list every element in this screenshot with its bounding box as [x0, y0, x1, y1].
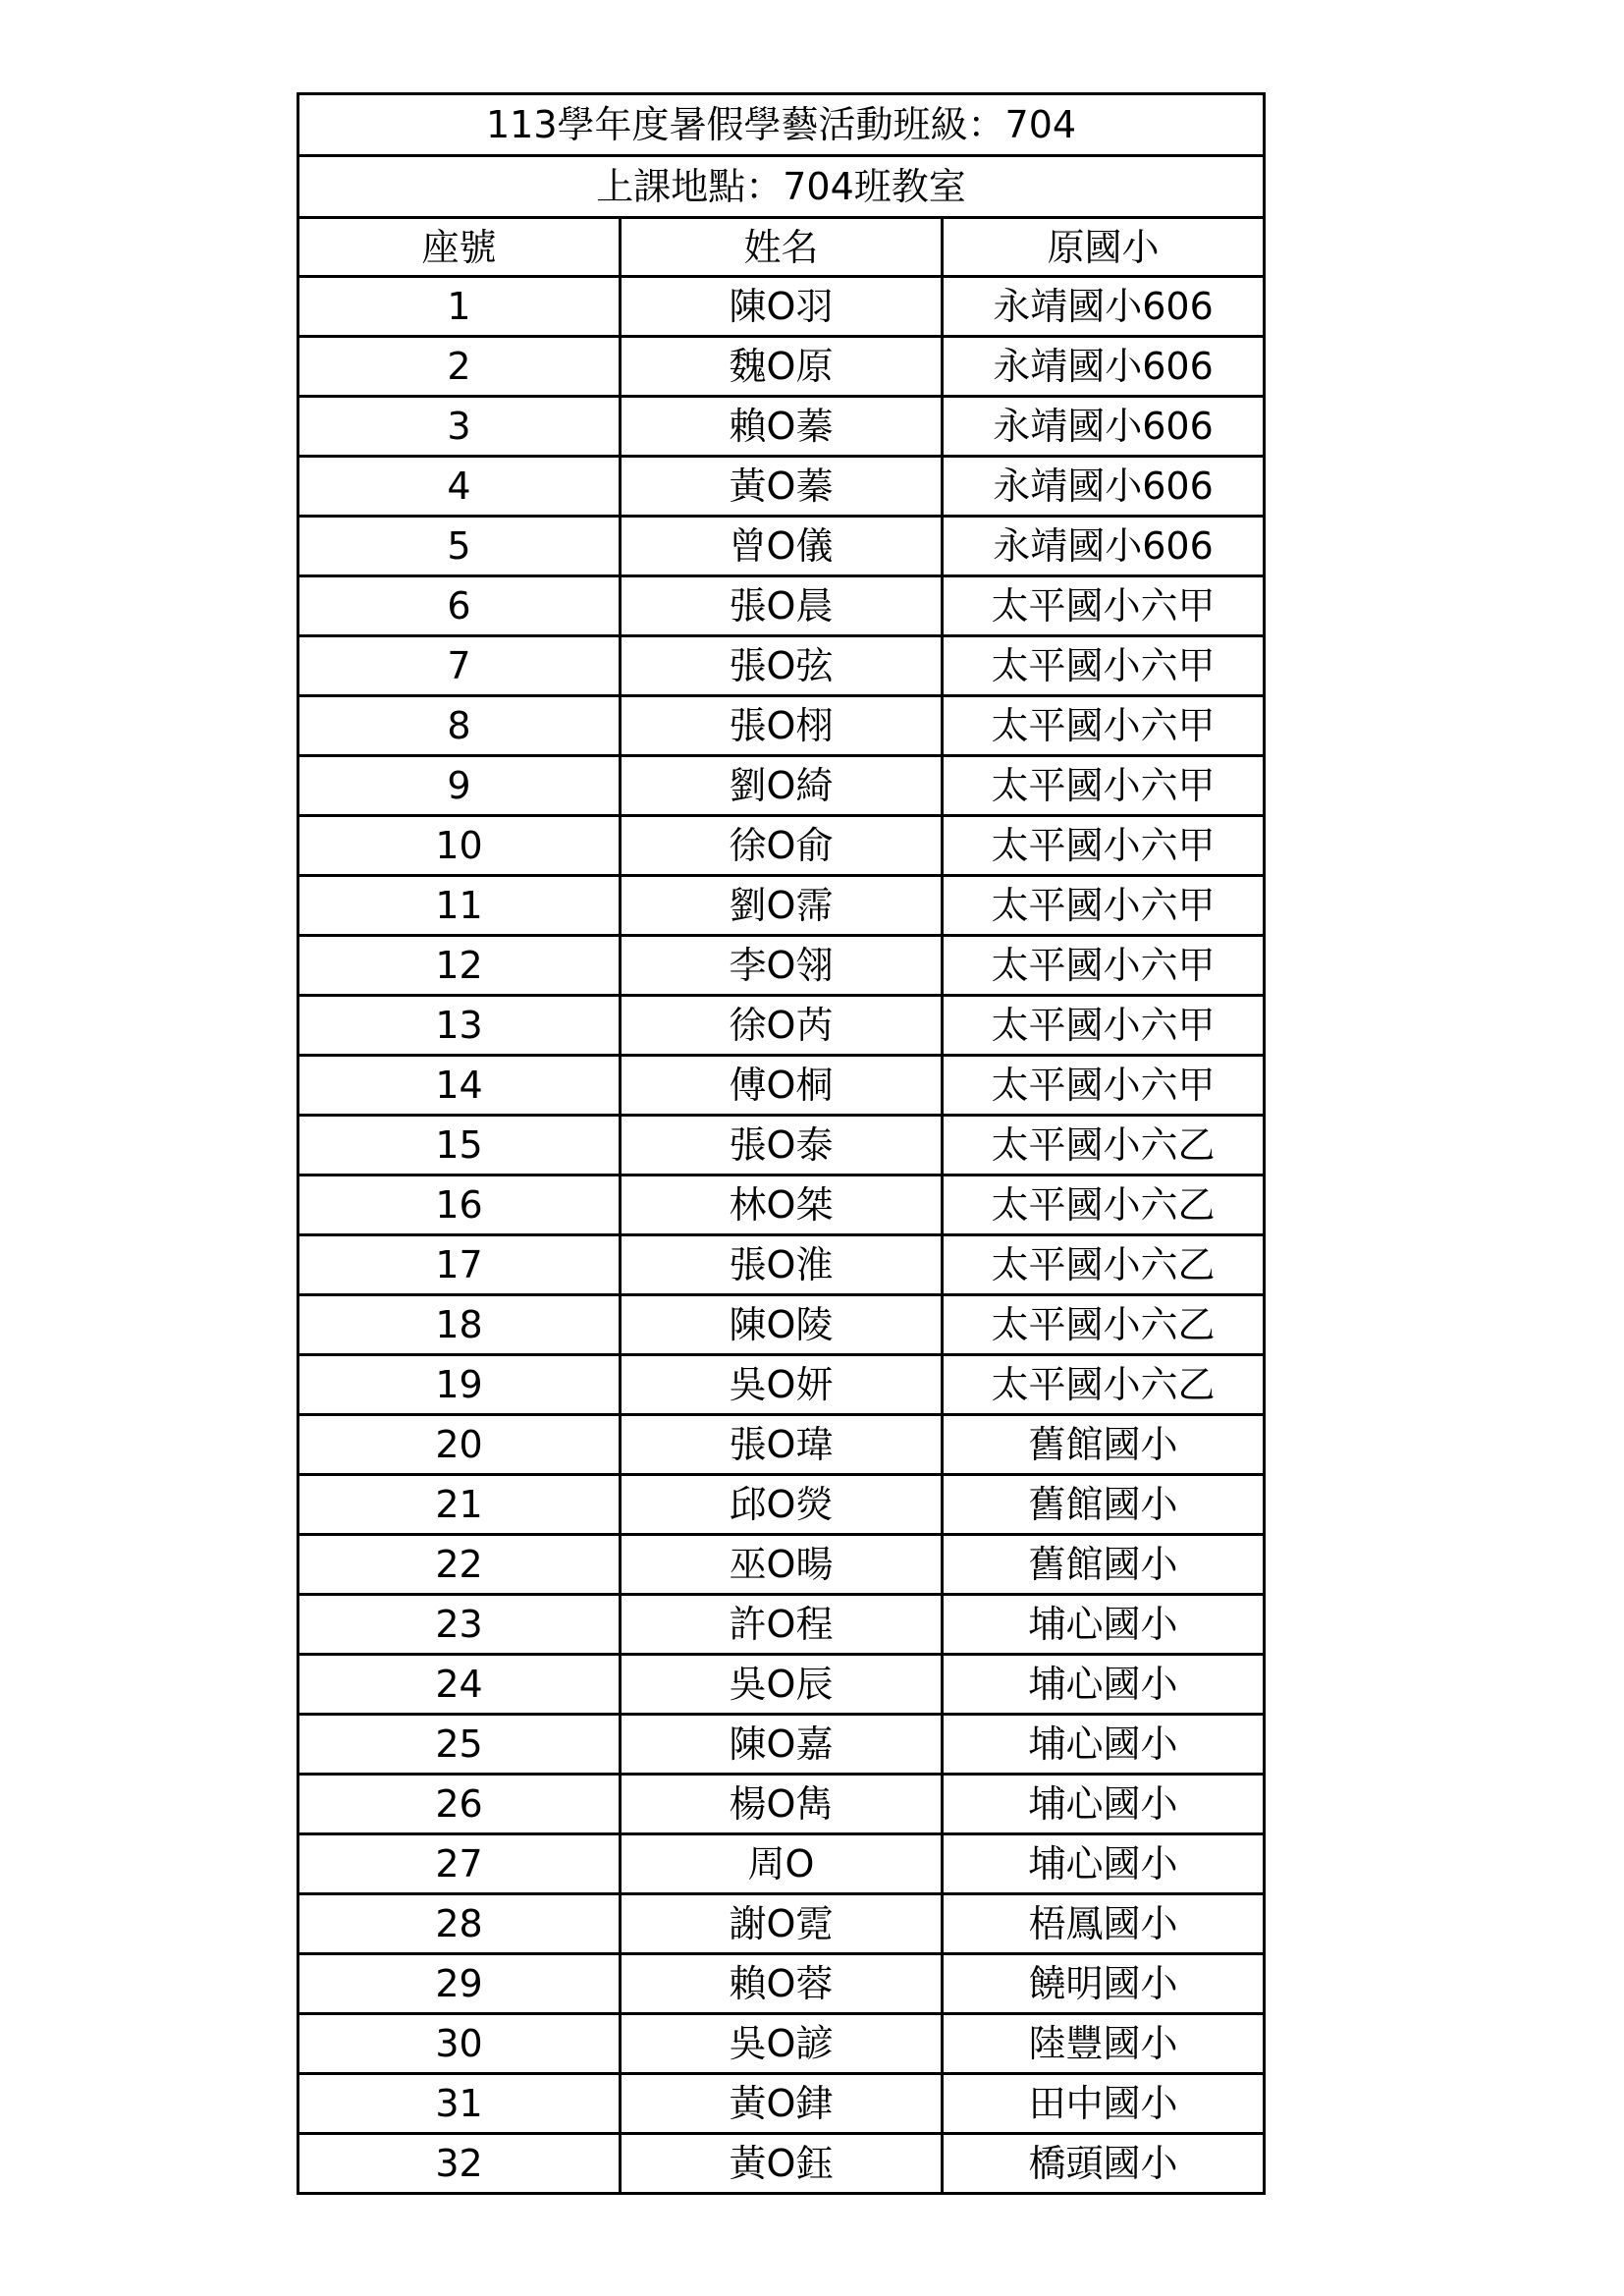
table-row: [298, 1056, 1265, 1116]
original-school-cell: 埔心國小: [943, 1834, 1265, 1894]
student-name-cell: 周O: [621, 1834, 943, 1894]
seat-number-cell: 23: [298, 1595, 621, 1655]
original-school-cell: 埔心國小: [943, 1775, 1265, 1834]
student-name-cell: 賴O蓉: [621, 1954, 943, 2014]
table-row: [298, 2014, 1265, 2074]
original-school-cell: 太平國小六乙: [943, 1116, 1265, 1175]
original-school-cell: 太平國小六甲: [943, 936, 1265, 996]
student-name-cell: 黃O鈺: [621, 2134, 943, 2194]
original-school-cell: 埔心國小: [943, 1595, 1265, 1655]
column-header-school: 原國小: [943, 218, 1265, 277]
table-row: [298, 1715, 1265, 1775]
table-row: [298, 876, 1265, 936]
seat-number-cell: 1: [298, 277, 621, 337]
student-name-cell: 張O泰: [621, 1116, 943, 1175]
original-school-cell: 太平國小六乙: [943, 1175, 1265, 1235]
original-school-cell: 太平國小六甲: [943, 756, 1265, 816]
table-row: [298, 936, 1265, 996]
original-school-cell: 舊館國小: [943, 1535, 1265, 1595]
seat-number-cell: 22: [298, 1535, 621, 1595]
table-title: 113學年度暑假學藝活動班級：704: [298, 94, 1265, 156]
student-name-cell: 張O淮: [621, 1235, 943, 1295]
table-row: [298, 1775, 1265, 1834]
student-name-cell: 張O栩: [621, 696, 943, 756]
student-name-cell: 巫O暘: [621, 1535, 943, 1595]
original-school-cell: 永靖國小606: [943, 517, 1265, 576]
original-school-cell: 埔心國小: [943, 1655, 1265, 1715]
seat-number-cell: 5: [298, 517, 621, 576]
table-row: [298, 277, 1265, 337]
student-name-cell: 劉O綺: [621, 756, 943, 816]
table-row: [298, 397, 1265, 457]
table-row: [298, 636, 1265, 696]
table-row: [298, 1475, 1265, 1535]
original-school-cell: 陸豐國小: [943, 2014, 1265, 2074]
table-row: [298, 1235, 1265, 1295]
table-row: [298, 2134, 1265, 2194]
table-row: [298, 457, 1265, 517]
table-row: [298, 517, 1265, 576]
seat-number-cell: 27: [298, 1834, 621, 1894]
seat-number-cell: 28: [298, 1894, 621, 1954]
table-row: [298, 1655, 1265, 1715]
original-school-cell: 舊館國小: [943, 1475, 1265, 1535]
original-school-cell: 永靖國小606: [943, 457, 1265, 517]
seat-number-cell: 29: [298, 1954, 621, 2014]
student-name-cell: 傅O桐: [621, 1056, 943, 1116]
seat-number-cell: 20: [298, 1415, 621, 1475]
table-row: [298, 1175, 1265, 1235]
student-name-cell: 吳O諺: [621, 2014, 943, 2074]
table-row: [298, 696, 1265, 756]
seat-number-cell: 17: [298, 1235, 621, 1295]
table-row: [298, 1894, 1265, 1954]
seat-number-cell: 15: [298, 1116, 621, 1175]
seat-number-cell: 14: [298, 1056, 621, 1116]
original-school-cell: 太平國小六甲: [943, 576, 1265, 636]
original-school-cell: 太平國小六乙: [943, 1295, 1265, 1355]
student-name-cell: 陳O嘉: [621, 1715, 943, 1775]
original-school-cell: 田中國小: [943, 2074, 1265, 2134]
table-row: [298, 996, 1265, 1056]
original-school-cell: 太平國小六甲: [943, 636, 1265, 696]
seat-number-cell: 16: [298, 1175, 621, 1235]
original-school-cell: 舊館國小: [943, 1415, 1265, 1475]
seat-number-cell: 9: [298, 756, 621, 816]
seat-number-cell: 21: [298, 1475, 621, 1535]
student-name-cell: 魏O原: [621, 337, 943, 397]
table-row: [298, 1295, 1265, 1355]
seat-number-cell: 6: [298, 576, 621, 636]
original-school-cell: 太平國小六甲: [943, 876, 1265, 936]
original-school-cell: 太平國小六甲: [943, 816, 1265, 876]
class-roster-table: [297, 92, 1266, 2195]
student-name-cell: 謝O霓: [621, 1894, 943, 1954]
table-row: [298, 1415, 1265, 1475]
original-school-cell: 永靖國小606: [943, 397, 1265, 457]
table-row: [298, 1834, 1265, 1894]
seat-number-cell: 32: [298, 2134, 621, 2194]
student-name-cell: 黃O蓁: [621, 457, 943, 517]
student-name-cell: 陳O陵: [621, 1295, 943, 1355]
column-header-seat: 座號: [298, 218, 621, 277]
seat-number-cell: 11: [298, 876, 621, 936]
original-school-cell: 橋頭國小: [943, 2134, 1265, 2194]
seat-number-cell: 24: [298, 1655, 621, 1715]
student-name-cell: 吳O妍: [621, 1355, 943, 1415]
roster-body: [298, 277, 1265, 2194]
original-school-cell: 饒明國小: [943, 1954, 1265, 2014]
seat-number-cell: 19: [298, 1355, 621, 1415]
table-row: [298, 1355, 1265, 1415]
student-name-cell: 張O弦: [621, 636, 943, 696]
student-name-cell: 徐O俞: [621, 816, 943, 876]
table-row: [298, 337, 1265, 397]
student-name-cell: 張O晨: [621, 576, 943, 636]
seat-number-cell: 3: [298, 397, 621, 457]
seat-number-cell: 18: [298, 1295, 621, 1355]
seat-number-cell: 26: [298, 1775, 621, 1834]
table-row: [298, 816, 1265, 876]
student-name-cell: 張O瑋: [621, 1415, 943, 1475]
table-row: [298, 1954, 1265, 2014]
table-row: [298, 1116, 1265, 1175]
seat-number-cell: 13: [298, 996, 621, 1056]
student-name-cell: 楊O雋: [621, 1775, 943, 1834]
table-row: [298, 576, 1265, 636]
seat-number-cell: 7: [298, 636, 621, 696]
student-name-cell: 黃O銉: [621, 2074, 943, 2134]
student-name-cell: 吳O辰: [621, 1655, 943, 1715]
original-school-cell: 永靖國小606: [943, 337, 1265, 397]
student-name-cell: 曾O儀: [621, 517, 943, 576]
student-name-cell: 徐O芮: [621, 996, 943, 1056]
student-name-cell: 邱O熒: [621, 1475, 943, 1535]
seat-number-cell: 10: [298, 816, 621, 876]
original-school-cell: 太平國小六乙: [943, 1235, 1265, 1295]
seat-number-cell: 4: [298, 457, 621, 517]
student-name-cell: 劉O霈: [621, 876, 943, 936]
column-header-name: 姓名: [621, 218, 943, 277]
seat-number-cell: 2: [298, 337, 621, 397]
table-row: [298, 2074, 1265, 2134]
table-row: [298, 1535, 1265, 1595]
seat-number-cell: 8: [298, 696, 621, 756]
seat-number-cell: 30: [298, 2014, 621, 2074]
seat-number-cell: 12: [298, 936, 621, 996]
student-name-cell: 林O桀: [621, 1175, 943, 1235]
table-row: [298, 756, 1265, 816]
original-school-cell: 太平國小六甲: [943, 696, 1265, 756]
original-school-cell: 太平國小六甲: [943, 1056, 1265, 1116]
student-name-cell: 李O翎: [621, 936, 943, 996]
class-location: 上課地點：704班教室: [298, 156, 1265, 218]
original-school-cell: 梧鳳國小: [943, 1894, 1265, 1954]
seat-number-cell: 25: [298, 1715, 621, 1775]
original-school-cell: 永靖國小606: [943, 277, 1265, 337]
student-name-cell: 賴O蓁: [621, 397, 943, 457]
original-school-cell: 太平國小六甲: [943, 996, 1265, 1056]
original-school-cell: 埔心國小: [943, 1715, 1265, 1775]
original-school-cell: 太平國小六乙: [943, 1355, 1265, 1415]
table-row: [298, 1595, 1265, 1655]
seat-number-cell: 31: [298, 2074, 621, 2134]
student-name-cell: 許O程: [621, 1595, 943, 1655]
student-name-cell: 陳O羽: [621, 277, 943, 337]
